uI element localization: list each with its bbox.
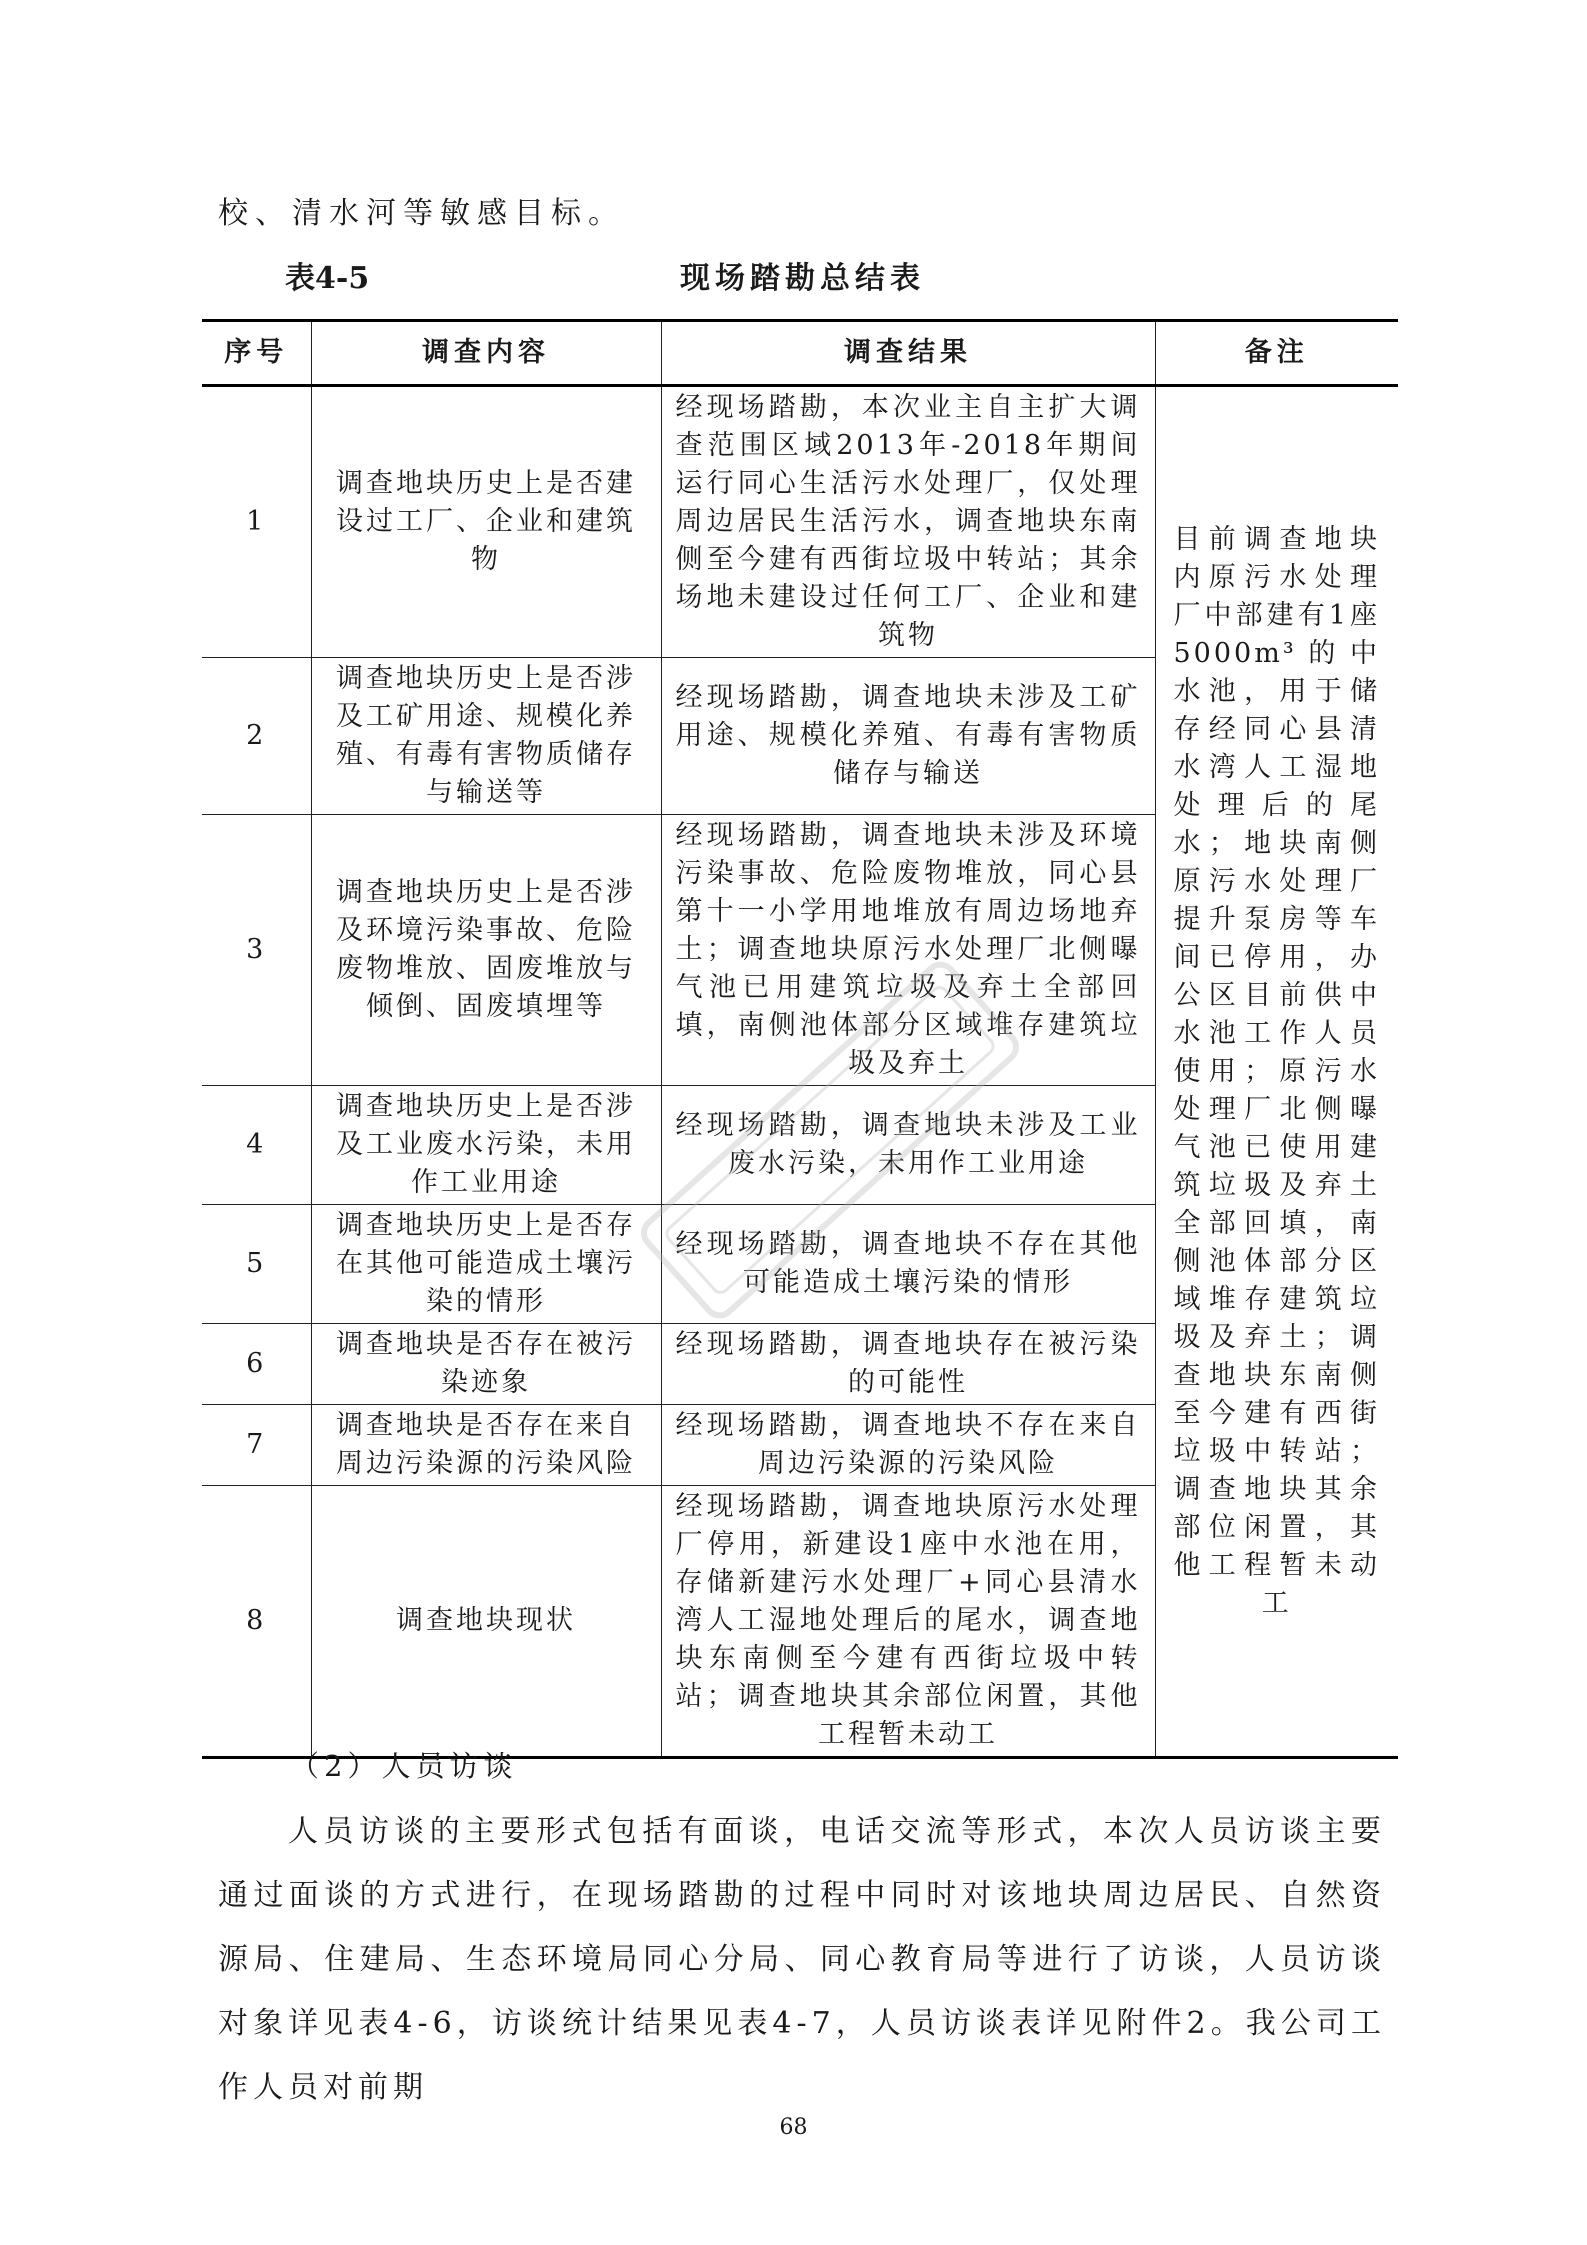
row-number: 7	[202, 1405, 311, 1486]
header-num: 序号	[202, 321, 311, 386]
row-result: 经现场踏勘，调查地块不存在其他可能造成土壤污染的情形	[661, 1205, 1155, 1324]
row-content: 调查地块历史上是否建设过工厂、企业和建筑物	[311, 386, 661, 658]
table-row	[202, 386, 1398, 658]
page-number: 68	[779, 2115, 808, 2140]
intro-line: 校、清水河等敏感目标。	[218, 196, 625, 231]
row-result: 经现场踏勘，本次业主自主扩大调查范围区域2013年-2018年期间运行同心生活污水处理厂，仅处理周边居民生活污水，调查地块东南侧至今建有西街垃圾中转站；其余场地未建设过任何工厂、企业和建筑物	[661, 386, 1155, 658]
section-sub-heading: （2）人员访谈	[290, 1749, 518, 1783]
row-content: 调查地块历史上是否涉及环境污染事故、危险废物堆放、固废堆放与倾倒、固废填埋等	[311, 815, 661, 1086]
notes-cell: 目前调查地块内原污水处理厂中部建有1座5000m³的中水池，用于储存经同心县清水湾人工湿地处理后的尾水；地块南侧原污水处理厂提升泵房等车间已停用，办公区目前供中水池工作人员使用；原污水处理厂北侧曝气池已使用建筑垃圾及弃土全部回填，南侧池体部分区域堆存建筑垃圾及弃土；调查地块东南侧至今建有西街垃圾中转站；调查地块其余部位闲置，其他工程暂未动工	[1155, 386, 1398, 1758]
row-content: 调查地块历史上是否涉及工业废水污染，未用作工业用途	[311, 1086, 661, 1205]
row-number: 4	[202, 1086, 311, 1205]
row-result: 经现场踏勘，调查地块存在被污染的可能性	[661, 1324, 1155, 1405]
row-number: 2	[202, 658, 311, 815]
row-result: 经现场踏勘，调查地块未涉及工业废水污染，未用作工业用途	[661, 1086, 1155, 1205]
table-caption-number: 表4-5	[285, 261, 370, 296]
row-number: 3	[202, 815, 311, 1086]
table-caption-title: 现场踏勘总结表	[680, 261, 925, 296]
row-result: 经现场踏勘，调查地块原污水处理厂停用，新建设1座中水池在用，存储新建污水处理厂+同心县清水湾人工湿地处理后的尾水，调查地块东南侧至今建有西街垃圾中转站；调查地块其余部位闲置，其他工程暂未动工	[661, 1486, 1155, 1758]
row-content: 调查地块历史上是否存在其他可能造成土壤污染的情形	[311, 1205, 661, 1324]
table-header-row	[202, 321, 1398, 386]
row-content: 调查地块是否存在来自周边污染源的污染风险	[311, 1405, 661, 1486]
row-result: 经现场踏勘，调查地块未涉及环境污染事故、危险废物堆放，同心县第十一小学用地堆放有周边场地弃土；调查地块原污水处理厂北侧曝气池已用建筑垃圾及弃土全部回填，南侧池体部分区域堆存建筑垃圾及弃土	[661, 815, 1155, 1086]
row-number: 6	[202, 1324, 311, 1405]
body-paragraph	[218, 1800, 1386, 2120]
paragraph-text: 人员访谈的主要形式包括有面谈，电话交流等形式，本次人员访谈主要通过面谈的方式进行，在现场踏勘的过程中同时对该地块周边居民、自然资源局、住建局、生态环境局同心分局、同心教育局等进行了访谈，人员访谈对象详见表4-6，访谈统计结果见表4-7，人员访谈表详见附件2。我公司工作人员对前期	[218, 1814, 1386, 2105]
header-result: 调查结果	[661, 321, 1155, 386]
row-number: 1	[202, 386, 311, 658]
row-content: 调查地块是否存在被污染迹象	[311, 1324, 661, 1405]
header-notes: 备注	[1155, 321, 1398, 386]
survey-summary-table	[202, 319, 1398, 1759]
header-content: 调查内容	[311, 321, 661, 386]
row-result: 经现场踏勘，调查地块不存在来自周边污染源的污染风险	[661, 1405, 1155, 1486]
row-content: 调查地块现状	[311, 1486, 661, 1758]
row-content: 调查地块历史上是否涉及工矿用途、规模化养殖、有毒有害物质储存与输送等	[311, 658, 661, 815]
row-result: 经现场踏勘，调查地块未涉及工矿用途、规模化养殖、有毒有害物质储存与输送	[661, 658, 1155, 815]
row-number: 8	[202, 1486, 311, 1758]
row-number: 5	[202, 1205, 311, 1324]
